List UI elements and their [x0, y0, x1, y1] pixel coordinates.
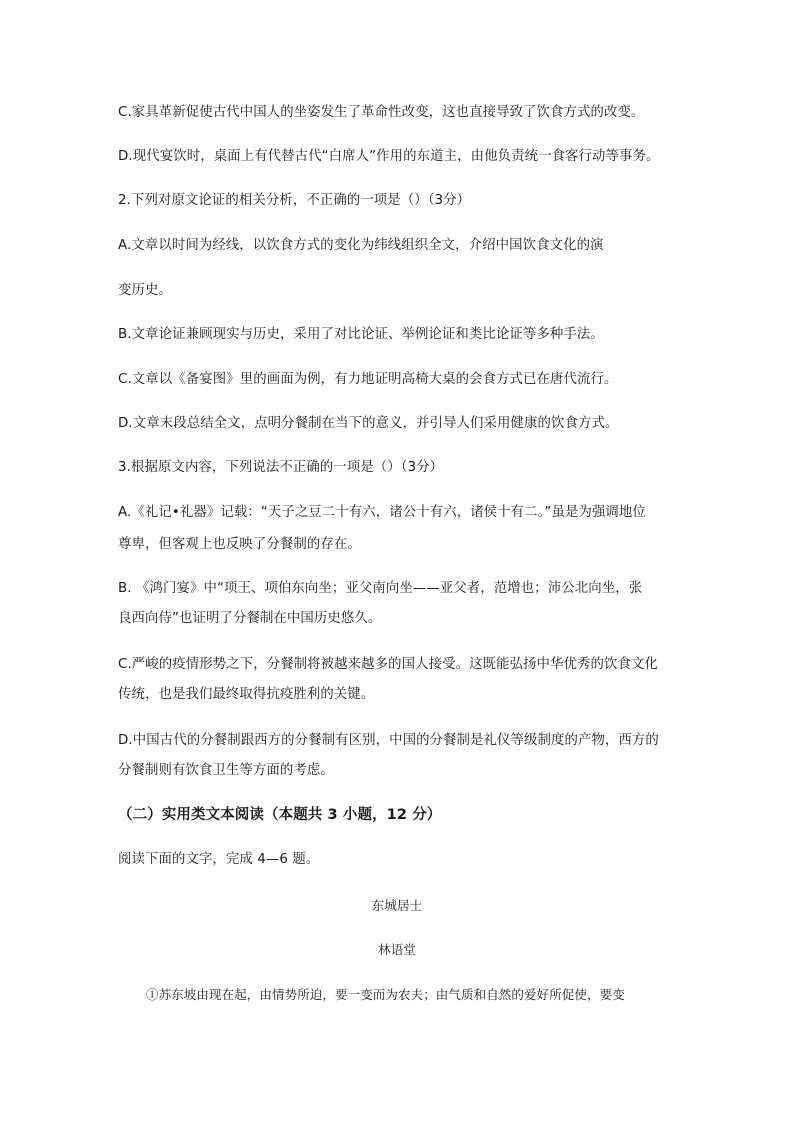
option-b-q2: B.文章论证兼顾现实与历史，采用了对比论证、举例论证和类比论证等多种手法。: [118, 327, 604, 342]
article-title: 东城居士: [371, 898, 423, 913]
section-heading: （二）实用类文本阅读（本题共 3 小题，12 分）: [118, 807, 442, 823]
option-d-q3-line1: D.中国古代的分餐制跟西方的分餐制有区别，中国的分餐制是礼仪等级制度的产物，西方的: [118, 733, 659, 748]
option-d-q3-line2: 分餐制则有饮食卫生等方面的考虑。: [118, 763, 334, 778]
option-c-q3-line2: 传统，也是我们最终取得抗疫胜利的关键。: [118, 687, 375, 702]
option-c-q3-line1: C.严峻的疫情形势之下，分餐制将被越来越多的国人接受。这既能弘扬中华优秀的饮食文化: [118, 657, 658, 672]
option-b-q3-line1: B. 《鸿门宴》中“项王、项伯东向坐；亚父南向坐——亚父者，范增也；沛公北向坐，张: [118, 581, 643, 596]
option-b-q3-line2: 良西向侍”也证明了分餐制在中国历史悠久。: [118, 611, 382, 626]
option-d-q1: D.现代宴饮时，桌面上有代替古代“白席人”作用的东道主，由他负责统一食客行动等事务。: [118, 149, 660, 164]
option-a-q3-line1: A.《礼记•礼器》记载：“天子之豆二十有六，诸公十有六，诸侯十有二。”虽是为强调地位: [118, 505, 646, 520]
question-3: 3.根据原文内容，下列说法不正确的一项是（）（3分）: [118, 460, 444, 475]
option-d-q2: D.文章末段总结全文，点明分餐制在当下的意义，并引导人们采用健康的饮食方式。: [118, 416, 619, 431]
article-author: 林语堂: [378, 942, 416, 957]
option-a-q3-line2: 尊卑，但客观上也反映了分餐制的存在。: [118, 537, 361, 552]
option-a-q2-line1: A.文章以时间为经线，以饮食方式的变化为纬线组织全文，介绍中国饮食文化的演: [118, 238, 604, 253]
option-c-q1: C.家具革新促使古代中国人的坐姿发生了革命性改变，这也直接导致了饮食方式的改变。: [118, 105, 645, 120]
question-2: 2.下列对原文论证的相关分析，不正确的一项是（）（3分）: [118, 193, 471, 208]
reading-instruction: 阅读下面的文字，完成 4—6 题。: [118, 852, 320, 867]
article-paragraph-1: ①苏东坡由现在起，由情势所迫，要一变而为农夫；由气质和自然的爱好所促使，要变: [146, 987, 625, 1002]
option-c-q2: C.文章以《备宴图》里的画面为例，有力地证明高椅大桌的会食方式已在唐代流行。: [118, 372, 618, 387]
option-a-q2-line2: 变历史。: [118, 283, 172, 298]
